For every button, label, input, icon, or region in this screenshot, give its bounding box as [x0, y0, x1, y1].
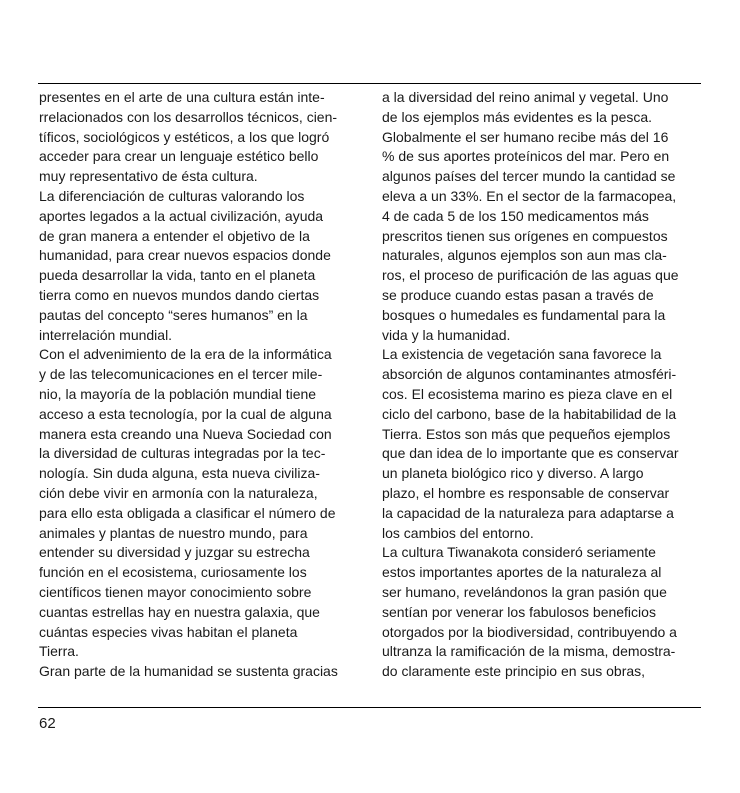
text-line: Tierra. Estos son más que pequeños ejemplos	[382, 425, 671, 442]
text-line: acceso a esta tecnología, por la cual de alguna	[39, 405, 332, 422]
text-line: pueda desarrollar la vida, tanto en el planeta	[39, 267, 316, 284]
text-line: sentían por venerar los fabulosos beneficios	[382, 603, 656, 620]
text-line: do claramente este principio en sus obras,	[382, 663, 646, 680]
text-line: bosques o humedales es fundamental para la	[382, 306, 666, 323]
bottom-rule	[38, 707, 701, 708]
text-line: prescritos tienen sus orígenes en compuestos	[382, 227, 668, 244]
text-line: función en el ecosistema, curiosamente los	[39, 564, 307, 581]
text-line: tíficos, sociológicos y estéticos, a los que logró	[39, 128, 330, 145]
text-line: algunos países del tercer mundo la cantidad se	[382, 168, 676, 185]
text-line: la capacidad de la naturaleza para adaptarse a	[382, 504, 674, 521]
text-line: científicos tienen mayor conocimiento sobre	[39, 583, 312, 600]
text-line: humanidad, para crear nuevos espacios donde	[39, 247, 331, 264]
text-line: y de las telecomunicaciones en el tercer mile-	[39, 366, 323, 383]
text-line: muy representativo de ésta cultura.	[39, 168, 258, 185]
text-line: cuántas especies vivas habitan el planeta	[39, 623, 298, 640]
text-line: entender su diversidad y juzgar su estrecha	[39, 544, 310, 561]
text-line: tierra como en nuevos mundos dando ciertas	[39, 286, 320, 303]
text-line: la diversidad de culturas integradas por la tec-	[39, 445, 326, 462]
text-line: de gran manera a entender el objetivo de la	[39, 227, 310, 244]
top-rule	[38, 83, 701, 84]
text-line: cos. El ecosistema marino es pieza clave en el	[382, 385, 673, 402]
text-line: plazo, el hombre es responsable de conservar	[382, 484, 670, 501]
text-line: nología. Sin duda alguna, esta nueva civiliza-	[39, 465, 320, 482]
text-line: estos importantes aportes de la naturaleza al	[382, 564, 662, 581]
text-line: ser humano, revelándonos la gran pasión que	[382, 583, 667, 600]
text-line: 4 de cada 5 de los 150 medicamentos más	[382, 207, 649, 224]
text-line: nio, la mayoría de la población mundial tiene	[39, 385, 317, 402]
text-line: Globalmente el ser humano recibe más del 16	[382, 128, 669, 145]
text-line: vida y la humanidad.	[382, 326, 511, 343]
text-line: naturales, algunos ejemplos son aun mas cla-	[382, 247, 667, 264]
text-line: Gran parte de la humanidad se sustenta gracias	[39, 663, 338, 680]
page-number: 62	[39, 715, 56, 732]
text-line: La existencia de vegetación sana favorece la	[382, 346, 662, 363]
text-line: interrelación mundial.	[39, 326, 173, 343]
text-line: eleva a un 33%. En el sector de la farmacopea,	[382, 187, 677, 204]
right-column	[382, 88, 704, 682]
text-line: animales y plantas de nuestro mundo, para	[39, 524, 308, 541]
text-line: presentes en el arte de una cultura están inte-	[39, 89, 325, 105]
text-line: se produce cuando estas pasan a través de	[382, 286, 654, 303]
text-line: pautas del concepto “seres humanos” en la	[39, 306, 308, 323]
text-line: que dan idea de lo importante que es conservar	[382, 445, 679, 462]
text-line: La diferenciación de culturas valorando los	[39, 187, 305, 204]
text-line: Con el advenimiento de la era de la informática	[39, 346, 332, 363]
text-line: ultranza la ramificación de la misma, demostra-	[382, 643, 676, 660]
text-line: un planeta biológico rico y diverso. A largo	[382, 465, 644, 482]
text-line: ros, el proceso de purificación de las aguas que	[382, 267, 679, 284]
text-line: otorgados por la biodiversidad, contribuyendo a	[382, 623, 677, 640]
text-line: La cultura Tiwanakota consideró seriamente	[382, 544, 656, 561]
text-line: acceder para crear un lenguaje estético bello	[39, 148, 319, 165]
text-line: de los ejemplos más evidentes es la pesca.	[382, 108, 653, 125]
text-line: aportes legados a la actual civilización, ayuda	[39, 207, 324, 224]
text-line: absorción de algunos contaminantes atmosféri-	[382, 366, 677, 383]
text-line: Tierra.	[39, 643, 79, 660]
text-line: % de sus aportes proteínicos del mar. Pero en	[382, 148, 670, 165]
text-line: a la diversidad del reino animal y vegetal. Uno	[382, 89, 669, 105]
text-line: los cambios del entorno.	[382, 524, 534, 541]
text-line: manera esta creando una Nueva Sociedad con	[39, 425, 332, 442]
text-line: para ello esta obligada a clasificar el número de	[39, 504, 336, 521]
text-line: ciclo del carbono, base de la habitabilidad de la	[382, 405, 677, 422]
text-line: cuantas estrellas hay en nuestra galaxia, que	[39, 603, 320, 620]
left-column	[39, 88, 361, 682]
text-line: ción debe vivir en armonía con la naturaleza,	[39, 484, 318, 501]
text-line: rrelacionados con los desarrollos técnicos, cien-	[39, 108, 338, 125]
